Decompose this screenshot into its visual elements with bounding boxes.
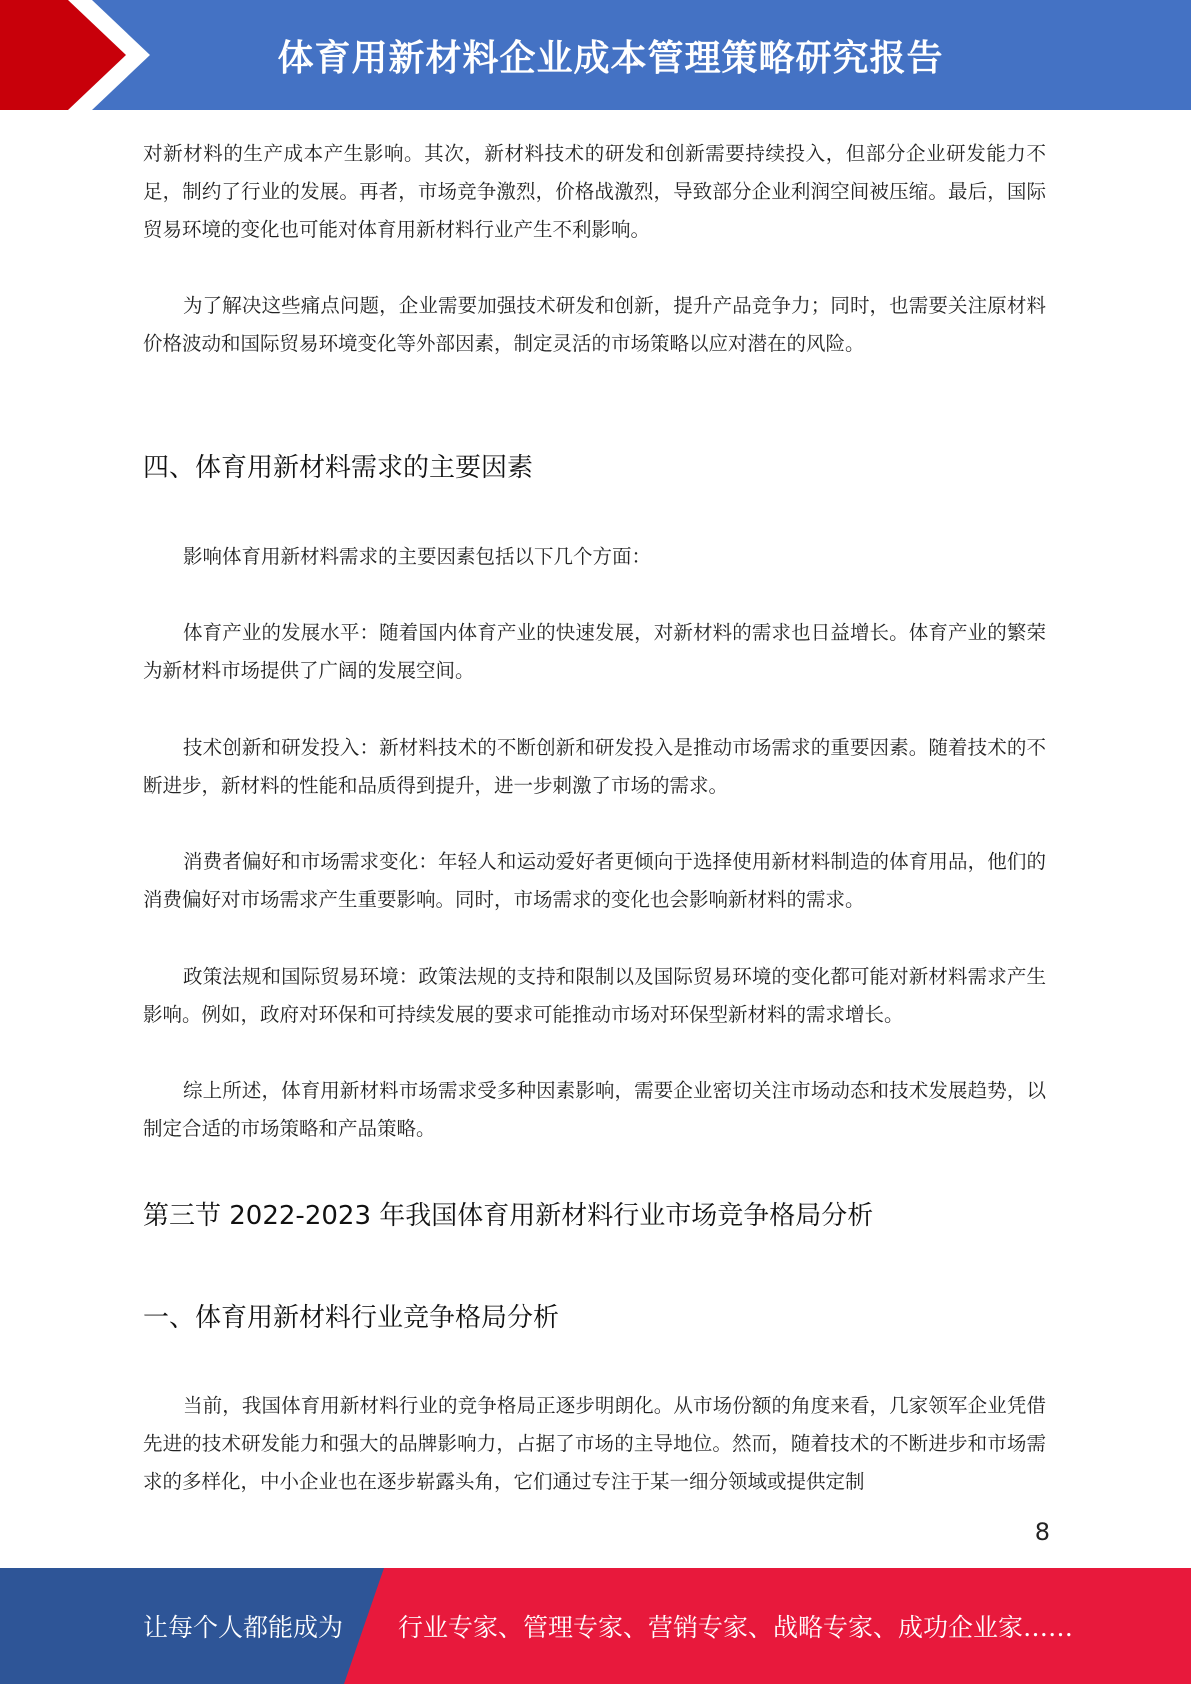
paragraph: 消费者偏好和市场需求变化：年轻人和运动爱好者更倾向于选择使用新材料制造的体育用品，他们的消费偏好对市场需求产生重要影响。同时，市场需求的变化也会影响新材料的需求。	[143, 850, 1046, 911]
footer-slogan-right: 行业专家、管理专家、营销专家、战略专家、成功企业家……	[398, 1613, 1074, 1642]
chapter-section-heading: 第三节 2022-2023 年我国体育用新材料行业市场竞争格局分析	[143, 1201, 874, 1231]
footer-band	[0, 1568, 1191, 1684]
paragraph: 为了解决这些痛点问题，企业需要加强技术研发和创新，提升产品竞争力；同时，也需要关注原材料价格波动和国际贸易环境变化等外部因素，制定灵活的市场策略以应对潜在的风险。	[143, 294, 1046, 355]
paragraph: 影响体育用新材料需求的主要因素包括以下几个方面：	[183, 545, 652, 568]
report-title: 体育用新材料企业成本管理策略研究报告	[277, 37, 944, 79]
section-heading: 四、体育用新材料需求的主要因素	[143, 453, 534, 483]
section-heading: 一、体育用新材料行业竞争格局分析	[143, 1303, 560, 1333]
paragraph: 体育产业的发展水平：随着国内体育产业的快速发展，对新材料的需求也日益增长。体育产业的繁荣为新材料市场提供了广阔的发展空间。	[143, 621, 1046, 682]
footer-slogan-left: 让每个人都能成为	[143, 1613, 344, 1642]
paragraph: 综上所述，体育用新材料市场需求受多种因素影响，需要企业密切关注市场动态和技术发展趋势，以制定合适的市场策略和产品策略。	[143, 1079, 1046, 1140]
header-arrow-decoration	[0, 0, 150, 110]
paragraph: 技术创新和研发投入：新材料技术的不断创新和研发投入是推动市场需求的重要因素。随着技术的不断进步，新材料的性能和品质得到提升，进一步刺激了市场的需求。	[143, 736, 1046, 797]
page-number: 8	[1034, 1518, 1050, 1546]
paragraph: 政策法规和国际贸易环境：政策法规的支持和限制以及国际贸易环境的变化都可能对新材料需求产生影响。例如，政府对环保和可持续发展的要求可能推动市场对环保型新材料的需求增长。	[143, 965, 1046, 1026]
paragraph: 对新材料的生产成本产生影响。其次，新材料技术的研发和创新需要持续投入，但部分企业研发能力不足，制约了行业的发展。再者，市场竞争激烈，价格战激烈，导致部分企业利润空间被压缩。最后，国际贸易环境的变化也可能对体育用新材料行业产生不利影响。	[143, 142, 1046, 241]
header-band	[0, 0, 1191, 110]
paragraph: 当前，我国体育用新材料行业的竞争格局正逐步明朗化。从市场份额的角度来看，几家领军企业凭借先进的技术研发能力和强大的品牌影响力，占据了市场的主导地位。然而，随着技术的不断进步和市场需求的多样化，中小企业也在逐步崭露头角，它们通过专注于某一细分领域或提供定制	[143, 1394, 1046, 1493]
